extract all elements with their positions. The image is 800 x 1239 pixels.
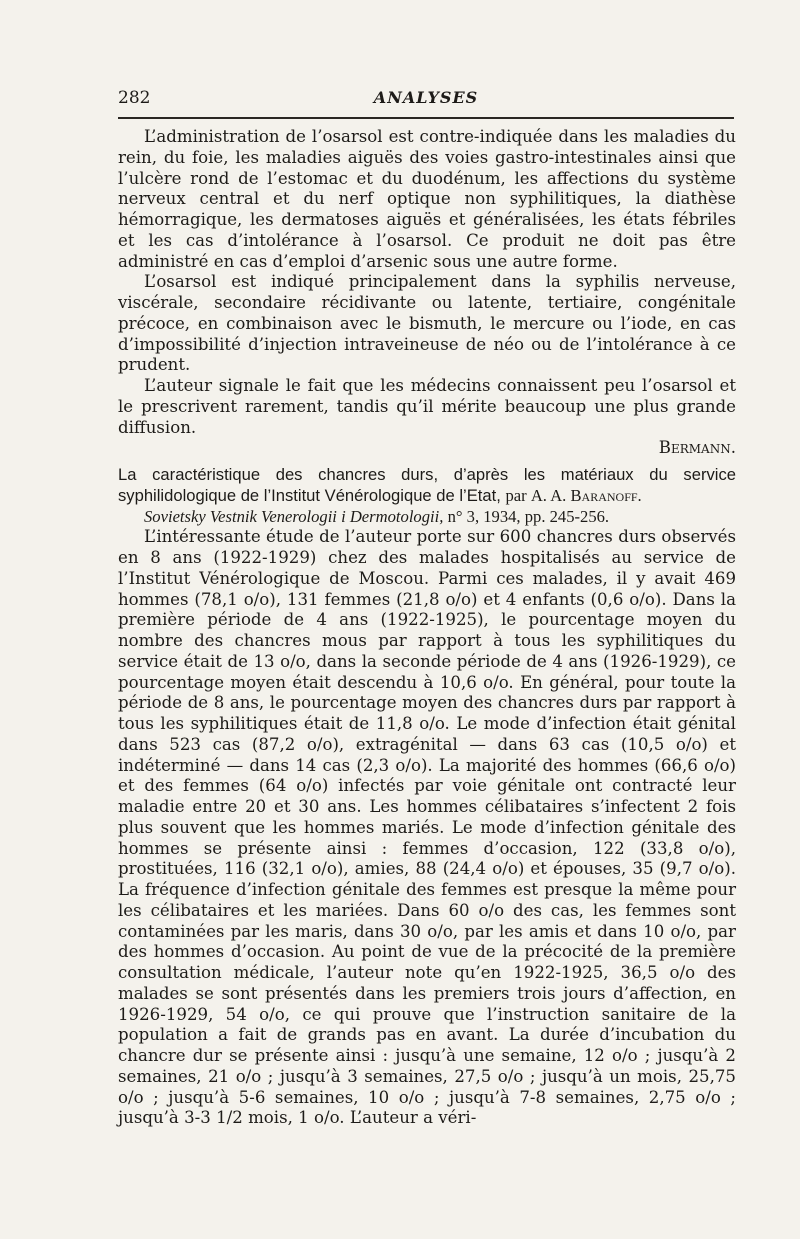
body-text [118,127,736,1129]
article-source [118,507,736,528]
journal-name: Sovietsky Vestnik Venerologii i Dermotologii, [144,506,444,526]
running-head: ANALYSES [373,88,479,107]
paragraph-contraindications: L’administration de l’osarsol est contre-indiquée dans les maladies du rein, du foie, les maladies aiguës des voies gastro-intestinales ainsi que l’ulcère rond de l’estomac et du duodénum, les affections du système nerveux central et du nerf optique non syphilitiques, la diathèse hémorragique, les dermatoses aiguës et généralisées, les états fébriles et les cas d’intolérance à l’osarsol. Ce produit ne doit pas être administré en cas d’emploi d’arsenic sous une autre forme. [118,127,736,271]
page-number: 282 [118,88,151,108]
article-author: A. A. Baranoff. [530,485,642,505]
byline-par: par [505,485,527,505]
article-heading [118,465,736,507]
paragraph-study: L’intéressante étude de l’auteur porte sur 600 chancres durs observés en 8 ans (1922-1929) chez des malades hospitalisés au service de l’Institut Vénérologique de Moscou. Parmi ces malades, il y avait 469 hommes (78,1 o/o), 131 femmes (21,8 o/o) et 4 enfants (0,6 o/o). Dans la première période de 4 ans (1922-1925), le pourcentage moyen du nombre des chancres mous par rapport à tous les syphilitiques du service était de 13 o/o, dans la seconde période de 4 ans (1926-1929), ce pourcentage moyen était descendu à 10,6 o/o. En général, pour toute la période de 8 ans, le pourcentage moyen des chancres durs par rapport à tous les syphilitiques était de 11,8 o/o. Le mode d’infection était génital dans 523 cas (87,2 o/o), extragénital — dans 63 cas (10,5 o/o) et indéterminé — dans 14 cas (2,3 o/o). La majorité des hommes (66,6 o/o) et des femmes (64 o/o) infectés par voie génitale ont contracté leur maladie entre 20 et 30 ans. Les hommes célibataires s’infectent 2 fois plus souvent que les hommes mariés. Le mode d’infection génitale des hommes se présente ainsi : femmes d’occasion, 122 (33,8 o/o), prostituées, 116 (32,1 o/o), amies, 88 (24,4 o/o) et épouses, 35 (9,7 o/o). La fréquence d’infection génitale des femmes est presque la même pour les célibataires et les mariées. Dans 60 o/o des cas, les femmes sont contaminées par les maris, dans 30 o/o, par les amis et dans 10 o/o, par des hommes d’occasion. Au point de vue de la précocité de la première consultation médicale, l’auteur note qu’en 1922-1925, 36,5 o/o des malades se sont présentés dans les premiers trois jours d’affection, en 1926-1929, 54 o/o, ce qui prouve que l’instruction sanitaire de la population a fait de grands pas en avant. La durée d’incubation du chancre dur se présente ainsi : jusqu’à une semaine, 12 o/o ; jusqu’à 2 semaines, 21 o/o ; jusqu’à 3 semaines, 27,5 o/o ; jusqu’à un mois, 25,75 o/o ; jusqu’à 5-6 semaines, 10 o/o ; jusqu’à 7-8 semaines, 2,75 o/o ; jusqu’à 3-3 1/2 mois, 1 o/o. L’auteur a véri- [118,527,736,1128]
article-byline [505,486,641,505]
reviewer-signature: Bermann. [658,438,736,458]
page-header [118,88,734,112]
header-rule [118,117,734,119]
journal-citation: n° 3, 1934, pp. 245-256. [447,506,610,526]
article-title: La caractéristique des chancres durs, d’après les matériaux du service syphilidologique de l’Institut Vénérologique de l’Etat, [118,465,736,505]
paragraph-indications: L’osarsol est indiqué principalement dans la syphilis nerveuse, viscérale, secondaire récidivante ou latente, tertiaire, congénitale précoce, en combinaison avec le bismuth, le mercure ou l’iode, en cas d’impossibilité d’injection intraveineuse de néo ou de l’intolérance à ce prudent. [118,272,736,375]
paragraph-recommendation [118,376,736,459]
paragraph-recommendation-text: L’auteur signale le fait que les médecins connaissent peu l’osarsol et le prescrivent rarement, tandis qu’il mérite beaucoup une plus grande diffusion. [118,376,736,437]
